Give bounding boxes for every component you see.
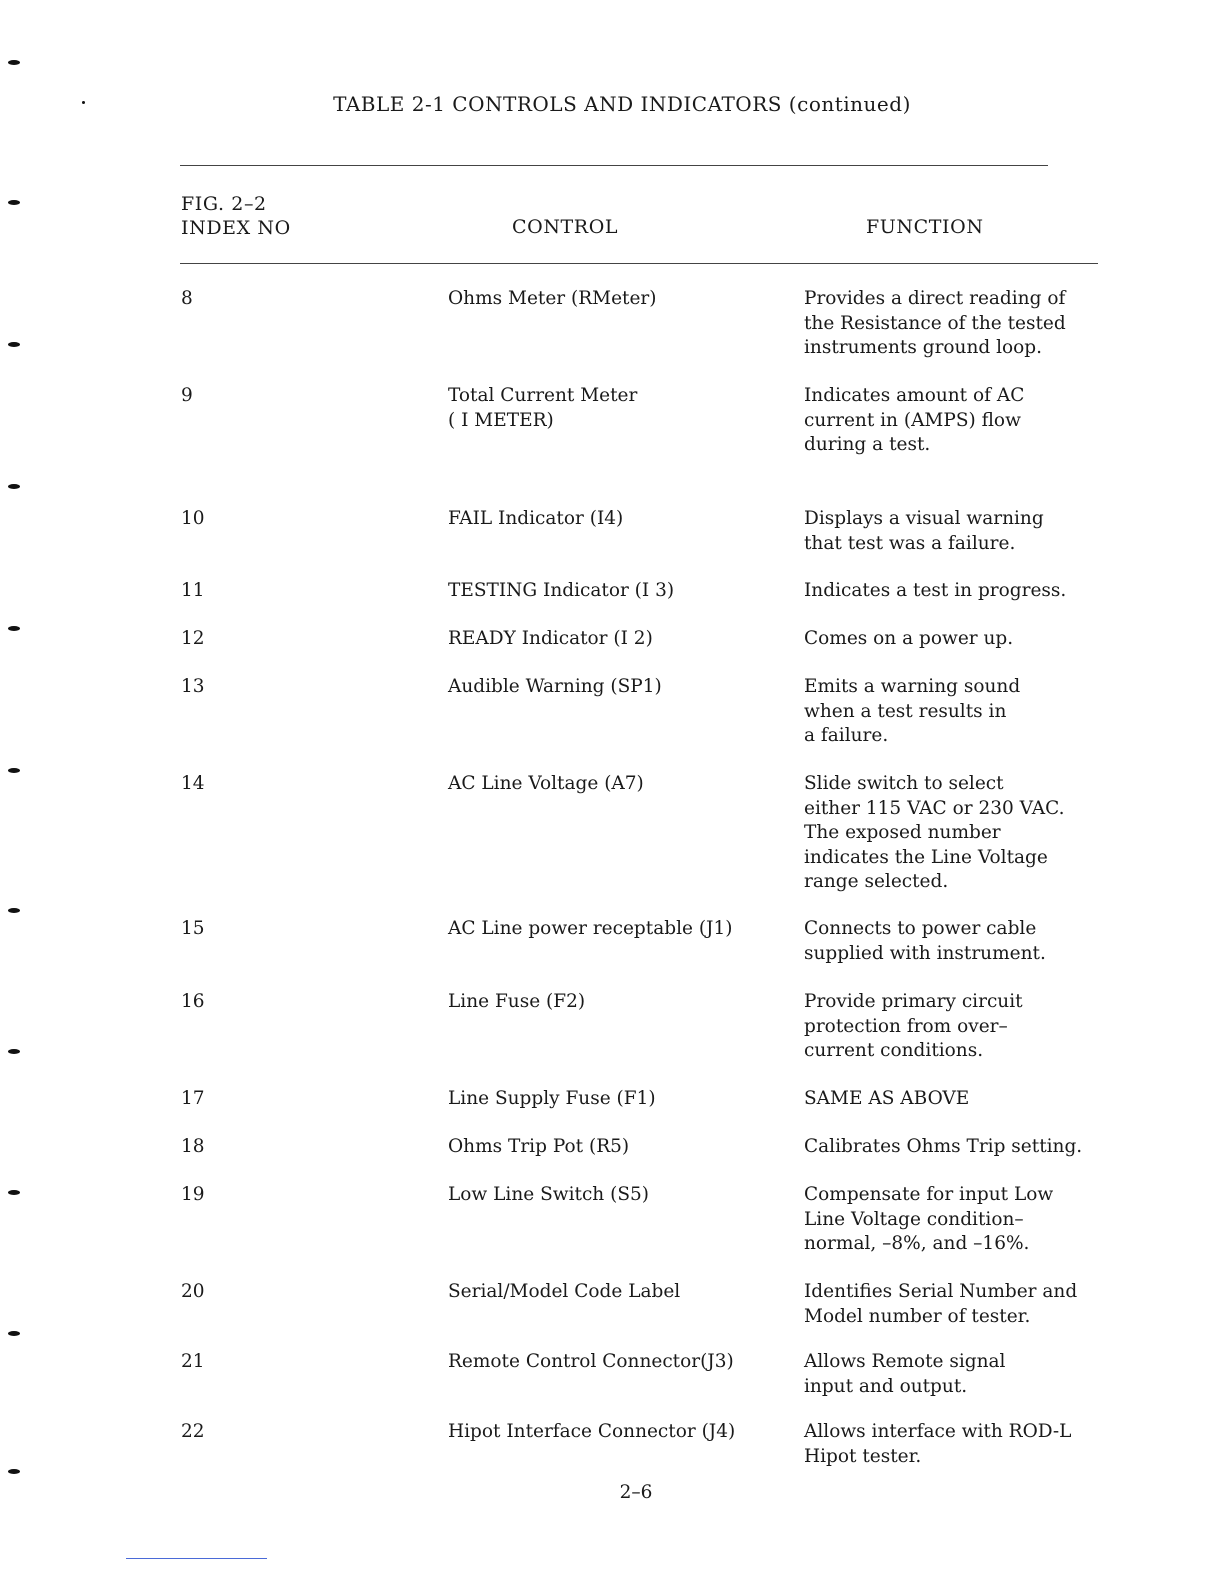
- row-control: [448, 627, 653, 652]
- function-line: during a test.: [804, 434, 931, 455]
- row-function: [804, 772, 1064, 895]
- row-function: [804, 1280, 1077, 1329]
- row-control: [448, 917, 732, 942]
- row-function: [804, 1420, 1071, 1469]
- row-control: [448, 990, 585, 1015]
- function-line: supplied with instrument.: [804, 942, 1046, 964]
- scan-speck: [8, 908, 20, 913]
- row-index: 8: [181, 288, 193, 309]
- row-index: 12: [181, 628, 205, 649]
- row-control: [448, 1183, 649, 1208]
- row-function: [804, 675, 1020, 749]
- function-line: SAME AS ABOVE: [804, 1088, 970, 1109]
- row-index: 22: [181, 1421, 205, 1442]
- function-line: current in (AMPS) flow: [804, 409, 1021, 431]
- control-line: ( I METER): [448, 409, 554, 431]
- control-line: Low Line Switch (S5): [448, 1184, 649, 1205]
- blue-underline: [126, 1558, 267, 1559]
- function-line: when a test results in: [804, 700, 1007, 722]
- scan-speck: [8, 484, 20, 489]
- control-line: Line Fuse (F2): [448, 991, 586, 1012]
- row-control: [448, 384, 637, 433]
- row-control: [448, 1350, 734, 1375]
- row-control: [448, 772, 644, 797]
- function-line: Displays a visual warning: [804, 508, 1044, 529]
- header-index-line2: INDEX NO: [181, 217, 291, 239]
- scan-speck: [8, 1049, 20, 1054]
- control-line: Audible Warning (SP1): [448, 676, 662, 697]
- row-control: [448, 1420, 735, 1445]
- function-line: Slide switch to select: [804, 773, 1004, 794]
- row-function: [804, 627, 1013, 652]
- function-line: Allows Remote signal: [804, 1351, 1006, 1372]
- control-line: Line Supply Fuse (F1): [448, 1088, 656, 1109]
- row-index: 14: [181, 773, 205, 794]
- row-function: [804, 579, 1066, 604]
- header-index: [181, 192, 291, 240]
- row-control: [448, 1087, 656, 1112]
- header-function: FUNCTION: [866, 216, 984, 238]
- scan-speck: [8, 1469, 20, 1474]
- function-line: Comes on a power up.: [804, 628, 1014, 649]
- function-line: either 115 VAC or 230 VAC.: [804, 797, 1065, 819]
- table-title: TABLE 2-1 CONTROLS AND INDICATORS (continued): [333, 92, 911, 116]
- row-index: 18: [181, 1136, 205, 1157]
- row-index: 21: [181, 1351, 205, 1372]
- row-function: [804, 384, 1024, 458]
- function-line: normal, –8%, and –16%.: [804, 1233, 1030, 1254]
- control-line: AC Line Voltage (A7): [448, 773, 644, 794]
- row-function: [804, 1350, 1005, 1399]
- control-line: Total Current Meter: [448, 385, 638, 406]
- scan-speck: [8, 1190, 20, 1195]
- top-rule: [180, 165, 1048, 166]
- control-line: Hipot Interface Connector (J4): [448, 1421, 736, 1442]
- header-control: CONTROL: [512, 216, 619, 238]
- function-line: Provide primary circuit: [804, 991, 1023, 1012]
- control-line: Ohms Meter (RMeter): [448, 288, 657, 309]
- row-index: 9: [181, 385, 193, 406]
- function-line: Emits a warning sound: [804, 676, 1021, 697]
- row-index: 19: [181, 1184, 205, 1205]
- row-index: 20: [181, 1281, 205, 1302]
- control-line: Ohms Trip Pot (R5): [448, 1136, 630, 1157]
- function-line: Model number of tester.: [804, 1305, 1031, 1327]
- page-number: 2–6: [619, 1482, 653, 1503]
- row-function: [804, 1135, 1082, 1160]
- function-line: the Resistance of the tested: [804, 312, 1066, 334]
- control-line: TESTING Indicator (I 3): [448, 580, 675, 601]
- function-line: Line Voltage condition–: [804, 1208, 1024, 1230]
- function-line: Calibrates Ohms Trip setting.: [804, 1136, 1083, 1157]
- row-function: [804, 507, 1044, 556]
- header-index-line1: FIG. 2–2: [181, 193, 267, 215]
- function-line: instruments ground loop.: [804, 337, 1043, 358]
- function-line: input and output.: [804, 1375, 968, 1397]
- function-line: a failure.: [804, 725, 889, 746]
- control-line: Remote Control Connector(J3): [448, 1351, 734, 1372]
- function-line: Indicates a test in progress.: [804, 580, 1067, 601]
- function-line: Compensate for input Low: [804, 1184, 1054, 1205]
- row-control: [448, 579, 674, 604]
- scan-speck: [8, 1331, 20, 1336]
- row-index: 15: [181, 918, 205, 939]
- scan-speck: [8, 342, 20, 347]
- function-line: protection from over–: [804, 1015, 1008, 1037]
- row-control: [448, 1280, 680, 1305]
- scan-speck: [8, 200, 20, 205]
- scan-speck: [8, 768, 20, 773]
- function-line: The exposed number: [804, 822, 1001, 843]
- row-function: [804, 1087, 969, 1112]
- row-function: [804, 1183, 1053, 1257]
- scan-speck: [82, 101, 85, 104]
- function-line: Allows interface with ROD-L: [804, 1421, 1072, 1442]
- function-line: Connects to power cable: [804, 918, 1037, 939]
- control-line: Serial/Model Code Label: [448, 1281, 681, 1302]
- function-line: current conditions.: [804, 1040, 984, 1061]
- header-rule: [180, 263, 1098, 264]
- row-function: [804, 917, 1046, 966]
- function-line: Identifies Serial Number and: [804, 1281, 1078, 1302]
- scan-speck: [8, 60, 20, 65]
- row-index: 13: [181, 676, 205, 697]
- row-function: [804, 990, 1023, 1064]
- function-line: Hipot tester.: [804, 1445, 922, 1467]
- control-line: AC Line power receptable (J1): [448, 918, 733, 939]
- row-index: 17: [181, 1088, 205, 1109]
- row-control: [448, 507, 623, 532]
- function-line: range selected.: [804, 871, 949, 892]
- function-line: Provides a direct reading of: [804, 288, 1066, 309]
- function-line: indicates the Line Voltage: [804, 846, 1048, 868]
- row-control: [448, 675, 662, 700]
- function-line: Indicates amount of AC: [804, 385, 1025, 406]
- control-line: FAIL Indicator (I4): [448, 508, 624, 529]
- row-index: 11: [181, 580, 205, 601]
- row-index: 10: [181, 508, 205, 529]
- row-control: [448, 287, 656, 312]
- function-line: that test was a failure.: [804, 532, 1016, 554]
- row-control: [448, 1135, 629, 1160]
- control-line: READY Indicator (I 2): [448, 628, 653, 649]
- scan-speck: [8, 626, 20, 631]
- row-function: [804, 287, 1066, 361]
- row-index: 16: [181, 991, 205, 1012]
